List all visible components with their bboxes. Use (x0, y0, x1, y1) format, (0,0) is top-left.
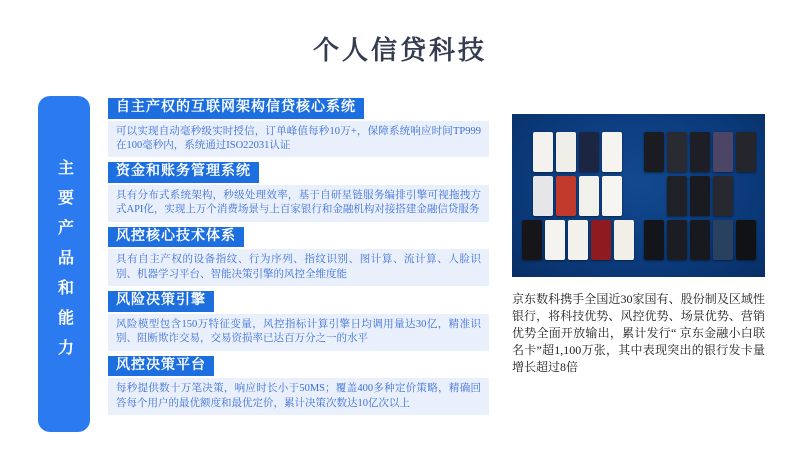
bank-card (591, 220, 611, 260)
bank-card (713, 132, 733, 172)
bank-card (736, 132, 756, 172)
sidebar-label: 主要产品和能力 (55, 159, 73, 369)
bank-card (545, 220, 565, 260)
card-row (522, 176, 634, 216)
bank-card (644, 220, 664, 260)
bank-card (533, 176, 553, 216)
card-row (644, 132, 756, 172)
bank-card (602, 132, 622, 172)
jd-digits-description: 京东数科携手全国近30家国有、股份制及区域性银行，将科技优势、风控优势、场景优势、营销优势全面开放输出，累计发行“ 京东金融小白联名卡”超1,100万张，其中表现突出的银行发卡量增长超过8倍 (512, 292, 765, 374)
card-row (644, 220, 756, 260)
card-group-left (522, 132, 634, 260)
bank-card (568, 220, 588, 260)
section-body: 可以实现自动毫秒级实时授信，订单峰值每秒10万+，保障系统响应时间TP999在100毫秒内，系统通过ISO22031认证 (108, 121, 489, 158)
bank-card (690, 220, 710, 260)
bank-card (556, 176, 576, 216)
bank-card (556, 132, 576, 172)
page-title: 个人信贷科技 (312, 36, 487, 65)
bank-card (667, 220, 687, 260)
section-risk-decision-platform (108, 356, 489, 415)
sidebar-main-products (38, 96, 90, 432)
bank-card (602, 176, 622, 216)
section-title: 风险决策引擎 (108, 291, 214, 312)
section-risk-control-tech (108, 227, 489, 286)
bank-card (713, 176, 733, 216)
card-row (522, 132, 634, 172)
section-body: 风险模型包含150万特征变量，风控指标计算引擎日均调用量达30亿，精准识别、阻断欺诈交易，交易资损率已达百万分之一的水平 (108, 314, 489, 351)
bank-card (713, 220, 733, 260)
section-title: 资金和账务管理系统 (108, 162, 259, 183)
section-body: 具有自主产权的设备指纹、行为序列、指纹识别、图计算、流计算、人脸识别、机器学习平台、智能决策引擎的风控全维度能 (108, 249, 489, 286)
bank-card (667, 132, 687, 172)
section-body: 每秒提供数十万笔决策，响应时长小于50MS；覆盖400多种定价策略，精确回答每个用户的最优额度和最优定价，累计决策次数达10亿次以上 (108, 378, 489, 415)
section-title: 风控决策平台 (108, 356, 214, 377)
card-group-right (644, 132, 756, 260)
section-funds-accounting (108, 162, 489, 221)
section-body: 具有分布式系统架构，秒级处理效率，基于自研星链服务编排引擎可视拖拽方式API化，实现上万个消费场景与上百家银行和金融机构对接搭建金融信贷服务 (108, 185, 489, 222)
bank-cards-photo (512, 114, 765, 277)
bank-card (579, 176, 599, 216)
section-risk-decision-engine (108, 291, 489, 350)
bank-card (644, 132, 664, 172)
section-title: 风控核心技术体系 (108, 227, 244, 248)
bank-card (690, 132, 710, 172)
bank-card (667, 176, 687, 216)
bank-card (579, 132, 599, 172)
product-sections (108, 98, 489, 420)
section-credit-core-system (108, 98, 489, 157)
section-title: 自主产权的互联网架构信贷核心系统 (108, 98, 364, 119)
bank-card (736, 220, 756, 260)
card-row (644, 176, 756, 216)
bank-card (522, 220, 542, 260)
card-row (522, 220, 634, 260)
bank-card (614, 220, 634, 260)
bank-card (690, 176, 710, 216)
bank-card (533, 132, 553, 172)
